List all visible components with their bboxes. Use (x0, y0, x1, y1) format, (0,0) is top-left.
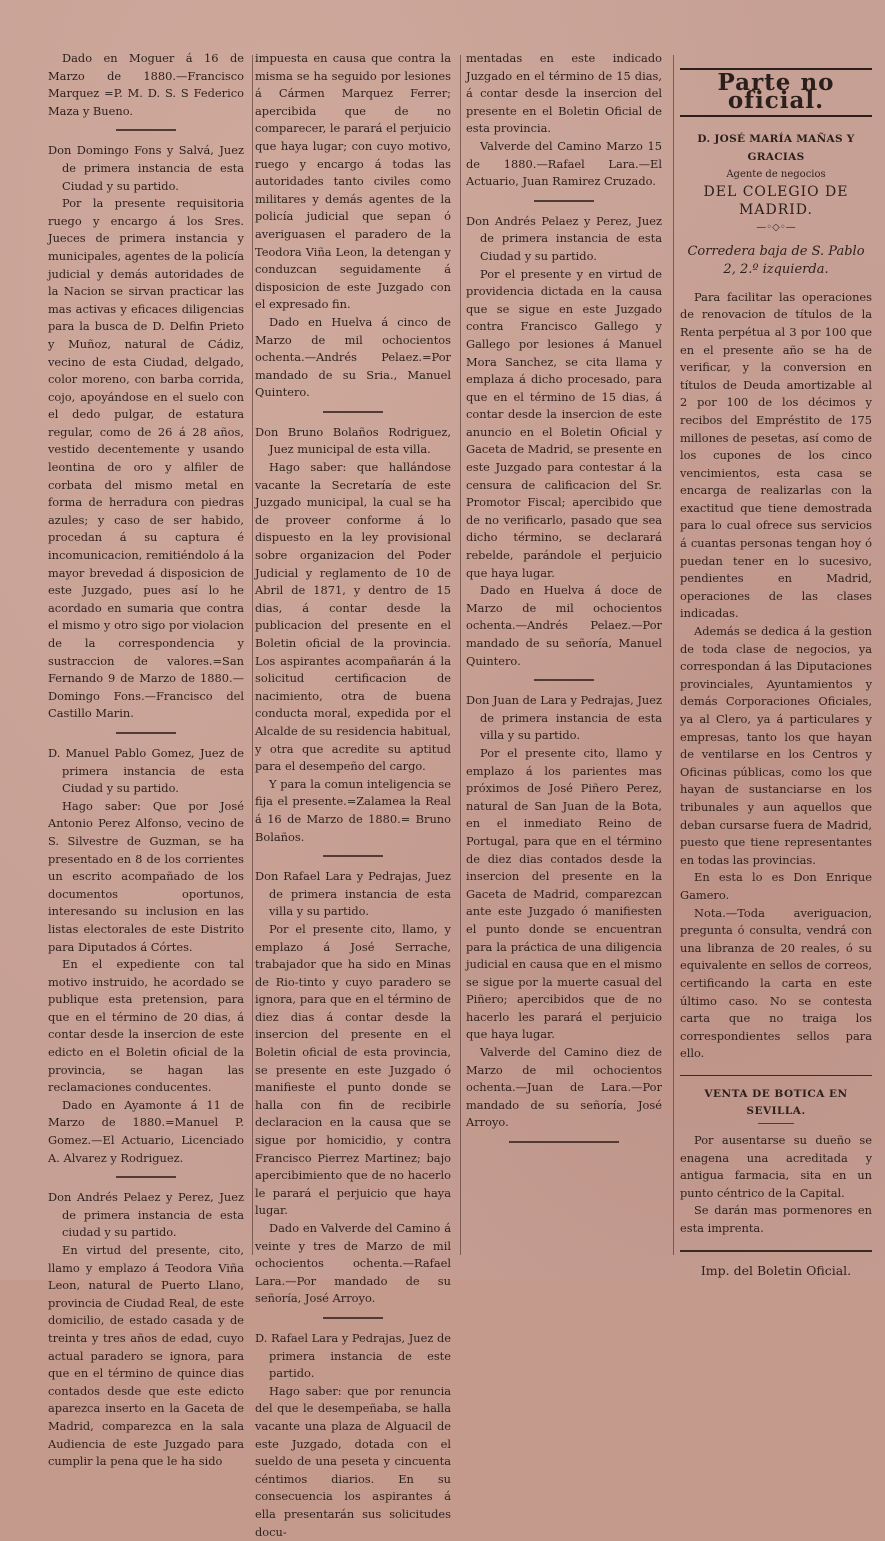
notice-pelaez-body: En virtud del presente, cito, llamo y emplazo á Teodora Viña Leon, natural de Puerto Llano, provincia de Ciudad Real, de este domicilio, de estado casada y de treinta y tres años de edad, cuyo actual paradero se ignora, para que en el término de quince dias contados desde que este edicto aparezca inserto en la Gaceta de Madrid, comparezca en la sala Audiencia de este Juzgado para cumplir la pena que le ha sido (48, 1243, 244, 1469)
column-divider (673, 55, 674, 1255)
notice-lara-signature: Dado en Valverde del Camino á veinte y tres de Marzo de mil ochocientos ochenta.—Rafael Lara.—Por mandado de su señoría, José Arroyo. (255, 1221, 451, 1306)
notice-pelaez-gallego-signature: Dado en Huelva á doce de Marzo de mil ochocientos ochenta.—Andrés Pelaez.—Por mandado de su señoría, Manuel Quintero. (466, 583, 662, 668)
ad-body: En esta lo es Don Enrique Gamero. (680, 870, 872, 902)
sale-body: Por ausentarse su dueño se enagena una acreditada y antigua farmacia, sita en un punto céntrico de la Capital. (680, 1133, 872, 1200)
separator (680, 1250, 872, 1252)
column-3 (466, 50, 662, 1265)
notice-fons-body: Por la presente requisitoria ruego y encargo á los Sres. Jueces de primera instancia y municipales, agentes de la policía judicial y demás autoridades de la Nacion se sirvan practicar las mas activas y eficaces diligencias para la busca de D. Delfin Prieto y Muñoz, natural de Cádiz, vecino de esta Ciudad, delgado, color moreno, con barba corrida, cojo, apoyándose en el suelo con el dedo pulgar, de estatura regular, como de 26 á 28 años, vestido decentemente y usando leontina de oro y alfiler de corbata del mismo metal en forma de herradura con piedras azules; y caso de ser habido, procedan á su captura é incomunicacion, remitiéndolo á la mayor brevedad á disposicion de este Juzgado, pues así lo he acordado en sumaria que contra el mismo y otro sigo por violacion de la correspondencia y sustraccion de valores.=San Fernando 9 de Marzo de 1880.—Domingo Fons.—Francisco del Castillo Marin. (48, 196, 245, 721)
notice-lara-alguacil-heading: D. Rafael Lara y Pedrajas, Juez de primera instancia de este partido. (255, 1330, 452, 1381)
separator (323, 1317, 383, 1319)
column-4 (680, 50, 872, 1278)
agent-name: D. JOSÉ MARÍA MAÑAS Y GRACIAS (697, 133, 855, 163)
column-1 (48, 50, 245, 1469)
notice-pelaez-gallego-body: Por el presente y en virtud de providencia dictada en la causa que se sigue en este Juzgado contra Francisco Gallego y Gallego por lesiones á Manuel Mora Sanchez, se cita llama y emplaza á dicho procesado, para que en el término de 15 dias, á contar desde la insercion de este anuncio en el Boletin Oficial y Gaceta de Madrid, se presente en este Juzgado para contestar á la censura de calificacion del Sr. Promotor Fiscal; apercibido que de no verificarlo, pasado que sea dicho término, se declarará rebelde, parándole el perjuicio que haya lugar. (466, 266, 662, 580)
notice-gomez-signature: Dado en Ayamonte á 11 de Marzo de 1880.=Manuel P. Gomez.—El Actuario, Licenciado A. Alvarez y Rodriguez. (48, 1097, 244, 1165)
column-divider (460, 55, 461, 1255)
separator (534, 200, 594, 202)
notice-pelaez-continued: impuesta en causa que contra la misma se ha seguido por lesiones á Cármen Marquez Ferrer; apercibida que de no comparecer, le parará el perjuicio que haya lugar; con cuyo motivo, ruego y encargo á todas las autoridades tanto civiles como militares y demás agentes de la policía judicial que sepan ó averiguasen el paradero de la Teodora Viña Leon, la detengan y conduzcan seguidamente á disposicion de este Juzgado con el expresado fin. (255, 51, 451, 312)
notice-lara-heading: Don Rafael Lara y Pedrajas, Juez de primera instancia de esta villa y su partido. (255, 869, 451, 919)
separator (534, 679, 594, 681)
notice-juan-lara-body: Por el presente cito, llamo y emplazo á los parientes mas próximos de José Piñero Perez, natural de San Juan de la Bota, en el inmediato Reino de Portugal, para que en el término de diez dias contados desde la insercion del presente en la Gaceta de Madrid, comparezcan ante este Juzgado ó manifiesten el punto donde se encuentran para la práctica de una diligencia judicial en causa que en el mismo se sigue por la muerte casual del Piñero; apercibidos que de no hacerlo les parará el perjuicio que haya lugar. (466, 745, 662, 1042)
separator (323, 855, 383, 857)
separator (116, 129, 176, 131)
notice-pelaez-signature: Dado en Huelva á cinco de Marzo de mil ochocientos ochenta.—Andrés Pelaez.=Por mandado de su Sria., Manuel Quintero. (255, 314, 451, 400)
column-divider (252, 55, 253, 1255)
ornament: —◦◇◦— (756, 222, 796, 234)
column-2 (255, 50, 452, 1539)
notice-bolanos-body: Hago saber: que hallándose vacante la Secretaría de este Juzgado municipal, la cual se ha de proveer conforme á lo dispuesto en la ley provisional sobre organizacion del Poder Judicial y reglamento de 10 de Abril de 1871, y dentro de 15 dias, á contar desde la publicacion del presente en el Boletin oficial de la provincia. Los aspirantes acompañarán á la solicitud certificacion de nacimiento, otra de buena conducta moral, expedida por el Alcalde de su residencia habitual, y otra que acredite su aptitud para el desempeño del cargo. (255, 460, 451, 774)
separator (116, 1176, 176, 1178)
sale-title: VENTA DE BOTICA EN SEVILLA. (704, 1087, 848, 1118)
separator (680, 1075, 872, 1076)
agent-address: Corredera baja de S. Pablo 2, 2.º izquierda. (687, 243, 865, 277)
ad-body: Además se dedica á la gestion de toda clase de negocios, ya correspondan á las Diputaciones provinciales, Ayuntamientos y demás Corporaciones Oficiales, ya al Clero, ya á particulares y empresas, tanto los que hayan de ventilarse en los Centros y Oficinas públicas, como los que hayan de sustanciarse en los tribunales y aun aquellos que deban cursarse fuera de Madrid, puesto que tiene representantes en todas las provincias. (680, 624, 872, 867)
notice-gomez-body: En el expediente con tal motivo instruido, he acordado se publique esta pretension, para que en el término de 20 dias, á contar desde la insercion de este edicto en el Boletin oficial de la provincia, se hagan las reclamaciones conducentes. (48, 957, 244, 1095)
separator (323, 411, 383, 413)
agent-college: DEL COLEGIO DE MADRID. (703, 183, 849, 218)
ad-note: Nota.—Toda averiguacion, pregunta ó consulta, vendrá con una libranza de 20 reales, ó su equivalente en sellos de correos, certificando la carta en este último caso. No se contesta carta que no traiga los correspondientes sellos para ello. (680, 905, 872, 1061)
notice-pelaez-heading: Don Andrés Pelaez y Perez, Juez de primera instancia de esta ciudad y su partido. (48, 1190, 244, 1240)
sale-body: Se darán mas pormenores en esta imprenta. (680, 1203, 872, 1236)
notice-gomez-heading: D. Manuel Pablo Gomez, Juez de primera instancia de esta Ciudad y su partido. (48, 745, 244, 796)
notice-lara-alguacil-body: Hago saber: que por renuncia del que le desempeñaba, se halla vacante una plaza de Alguacil de este Juzgado, dotada con el sueldo de una peseta y cincuenta céntimos diarios. En su consecuencia los aspirantes á ella presentarán sus solicitudes docu- (255, 1383, 451, 1539)
notice-pelaez-gallego-heading: Don Andrés Pelaez y Perez, Juez de primera instancia de esta Ciudad y su partido. (466, 213, 662, 263)
notice-lara-body: Por el presente cito, llamo, y emplazo á José Serrache, trabajador que ha sido en Minas de Rio-tinto y cuyo paradero se ignora, para que en el término de diez dias á contar desde la insercion del presente en el Boletin oficial de esta provincia, se presente en este Juzgado ó manifieste el punto donde se halla con fin de recibirle declaracion en la causa que se sigue por homicidio, y contra Francisco Pierrez Martinez; bajo apercibimiento que de no hacerlo le parará el perjuicio que haya lugar. (255, 921, 451, 1218)
notice-bolanos-heading: Don Bruno Bolaños Rodriguez, Juez municipal de esta villa. (255, 424, 451, 457)
notice-moguer-closing: Dado en Moguer á 16 de Marzo de 1880.—Francisco Marquez =P. M. D. S. S Federico Maza y Bueno. (48, 51, 244, 118)
printer-imprint: Imp. del Boletin Oficial. (700, 1262, 852, 1278)
notice-alguacil-signature: Valverde del Camino Marzo 15 de 1880.—Rafael Lara.—El Actuario, Juan Ramirez Cruzado. (466, 138, 662, 189)
ad-body: Para facilitar las operaciones de renovacion de títulos de la Renta perpétua al 3 por 100 que en el presente año se ha de verificar, y la conversion en títulos de Deuda amortizable al 2 por 100 de los décimos y recibos del Empréstito de 175 millones de pesetas, así como de los cupones de los cinco vencimientos, esta casa se encarga de realizarlas con la exactitud que tiene demostrada para lo cual ofrece sus servicios á cuantas personas tengan hoy ó puedan tener en lo sucesivo, pendientes en Madrid, operaciones de las clases indicadas. (680, 289, 872, 621)
notice-alguacil-continued: mentadas en este indicado Juzgado en el término de 15 dias, á contar desde la insercion del presente en el Boletin Oficial de esta provincia. (466, 51, 662, 136)
separator (509, 1141, 619, 1143)
notice-gomez-body: Hago saber: Que por José Antonio Perez Alfonso, vecino de S. Silvestre de Guzman, se ha presentado en 8 de los corrientes un escrito acompañado de los documentos oportunos, interesando su inclusion en las listas electorales de este Distrito para Diputados á Córtes. (48, 798, 244, 954)
separator (116, 732, 176, 734)
separator (758, 1123, 794, 1124)
notice-juan-lara-signature: Valverde del Camino diez de Marzo de mil ochocientos ochenta.—Juan de Lara.—Por mandado de su señoría, José Arroyo. (466, 1045, 662, 1130)
agent-role: Agente de negocios (726, 169, 826, 181)
notice-fons-heading: Don Domingo Fons y Salvá, Juez de primera instancia de esta Ciudad y su partido. (48, 143, 244, 193)
notice-juan-lara-heading: Don Juan de Lara y Pedrajas, Juez de primera instancia de esta villa y su partido. (466, 693, 662, 743)
notice-bolanos-signature: Y para la comun inteligencia se fija el presente.=Zalamea la Real á 16 de Marzo de 1880.= Bruno Bolaños. (255, 776, 451, 844)
section-title: Parte no oficial. (680, 68, 872, 117)
